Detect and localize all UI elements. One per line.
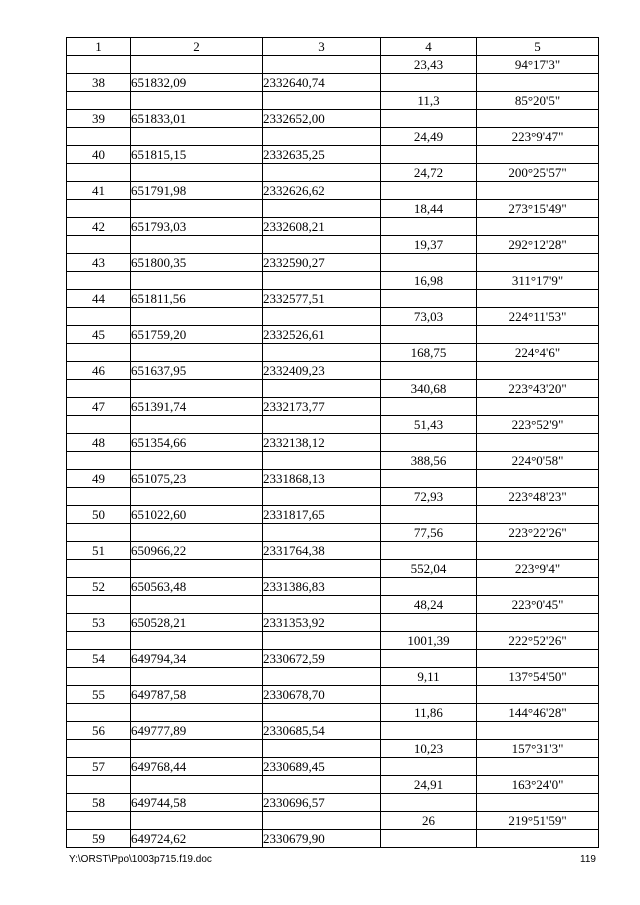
distance-cell (381, 578, 477, 596)
table-row (67, 416, 599, 434)
y-coordinate-cell (263, 776, 381, 794)
bearing-cell: 224°0'58" (477, 452, 599, 470)
table-row (67, 650, 599, 668)
distance-cell (381, 146, 477, 164)
distance-cell (381, 290, 477, 308)
point-number-cell (67, 128, 131, 146)
table-row (67, 722, 599, 740)
table-row (67, 506, 599, 524)
bearing-cell (477, 650, 599, 668)
bearing-cell (477, 146, 599, 164)
bearing-cell: 273°15'49" (477, 200, 599, 218)
distance-cell: 340,68 (381, 380, 477, 398)
distance-cell (381, 830, 477, 848)
point-number-cell: 49 (67, 470, 131, 488)
bearing-cell: 311°17'9" (477, 272, 599, 290)
x-coordinate-cell (131, 452, 263, 470)
bearing-cell (477, 182, 599, 200)
y-coordinate-cell (263, 344, 381, 362)
y-coordinate-cell (263, 380, 381, 398)
x-coordinate-cell (131, 524, 263, 542)
y-coordinate-cell (263, 812, 381, 830)
distance-cell: 388,56 (381, 452, 477, 470)
distance-cell (381, 650, 477, 668)
point-number-cell: 40 (67, 146, 131, 164)
y-coordinate-cell: 2330672,59 (263, 650, 381, 668)
x-coordinate-cell (131, 596, 263, 614)
y-coordinate-cell (263, 308, 381, 326)
point-number-cell (67, 704, 131, 722)
distance-cell: 19,37 (381, 236, 477, 254)
column-header: 1 (67, 38, 131, 56)
point-number-cell (67, 488, 131, 506)
x-coordinate-cell (131, 776, 263, 794)
table-row (67, 380, 599, 398)
table-row (67, 362, 599, 380)
x-coordinate-cell: 649724,62 (131, 830, 263, 848)
bearing-cell (477, 830, 599, 848)
y-coordinate-cell (263, 164, 381, 182)
distance-cell (381, 74, 477, 92)
bearing-cell: 163°24'0" (477, 776, 599, 794)
point-number-cell: 45 (67, 326, 131, 344)
bearing-cell: 223°48'23" (477, 488, 599, 506)
y-coordinate-cell (263, 416, 381, 434)
table-row (67, 794, 599, 812)
table-row (67, 542, 599, 560)
distance-cell (381, 398, 477, 416)
distance-cell: 77,56 (381, 524, 477, 542)
table-row (67, 686, 599, 704)
bearing-cell (477, 362, 599, 380)
bearing-cell (477, 218, 599, 236)
x-coordinate-cell (131, 236, 263, 254)
bearing-cell (477, 506, 599, 524)
y-coordinate-cell: 2330678,70 (263, 686, 381, 704)
x-coordinate-cell: 649744,58 (131, 794, 263, 812)
table-row (67, 758, 599, 776)
bearing-cell: 200°25'57" (477, 164, 599, 182)
x-coordinate-cell: 651759,20 (131, 326, 263, 344)
y-coordinate-cell: 2332590,27 (263, 254, 381, 272)
point-number-cell: 59 (67, 830, 131, 848)
x-coordinate-cell: 651815,15 (131, 146, 263, 164)
point-number-cell (67, 740, 131, 758)
point-number-cell (67, 416, 131, 434)
bearing-cell (477, 470, 599, 488)
y-coordinate-cell: 2332409,23 (263, 362, 381, 380)
bearing-cell: 94°17'3" (477, 56, 599, 74)
bearing-cell (477, 74, 599, 92)
table-row (67, 218, 599, 236)
y-coordinate-cell: 2331868,13 (263, 470, 381, 488)
bearing-cell: 224°11'53" (477, 308, 599, 326)
x-coordinate-cell: 651637,95 (131, 362, 263, 380)
table-row (67, 326, 599, 344)
bearing-cell: 223°9'47" (477, 128, 599, 146)
y-coordinate-cell: 2330696,57 (263, 794, 381, 812)
x-coordinate-cell: 651811,56 (131, 290, 263, 308)
table-row (67, 128, 599, 146)
table-row (67, 110, 599, 128)
point-number-cell (67, 380, 131, 398)
bearing-cell: 223°22'26" (477, 524, 599, 542)
x-coordinate-cell (131, 560, 263, 578)
bearing-cell: 85°20'5" (477, 92, 599, 110)
distance-cell: 48,24 (381, 596, 477, 614)
y-coordinate-cell: 2331386,83 (263, 578, 381, 596)
distance-cell (381, 614, 477, 632)
x-coordinate-cell: 650563,48 (131, 578, 263, 596)
x-coordinate-cell: 651833,01 (131, 110, 263, 128)
x-coordinate-cell (131, 416, 263, 434)
point-number-cell: 53 (67, 614, 131, 632)
point-number-cell (67, 200, 131, 218)
point-number-cell (67, 164, 131, 182)
distance-cell: 24,91 (381, 776, 477, 794)
y-coordinate-cell: 2332173,77 (263, 398, 381, 416)
distance-cell (381, 506, 477, 524)
table-row (67, 614, 599, 632)
x-coordinate-cell (131, 812, 263, 830)
point-number-cell: 47 (67, 398, 131, 416)
distance-cell: 23,43 (381, 56, 477, 74)
footer-page-number: 119 (580, 854, 596, 865)
distance-cell: 26 (381, 812, 477, 830)
x-coordinate-cell: 650966,22 (131, 542, 263, 560)
point-number-cell (67, 308, 131, 326)
table-row (67, 344, 599, 362)
distance-cell (381, 362, 477, 380)
column-header: 4 (381, 38, 477, 56)
x-coordinate-cell (131, 740, 263, 758)
bearing-cell (477, 578, 599, 596)
point-number-cell (67, 524, 131, 542)
x-coordinate-cell (131, 92, 263, 110)
distance-cell: 18,44 (381, 200, 477, 218)
x-coordinate-cell (131, 164, 263, 182)
bearing-cell (477, 758, 599, 776)
point-number-cell (67, 56, 131, 74)
distance-cell (381, 542, 477, 560)
x-coordinate-cell (131, 632, 263, 650)
x-coordinate-cell: 651793,03 (131, 218, 263, 236)
point-number-cell: 48 (67, 434, 131, 452)
x-coordinate-cell (131, 344, 263, 362)
coordinates-table (66, 37, 599, 848)
y-coordinate-cell (263, 524, 381, 542)
footer-file-path: Y:\ORST\Ppo\1003p715.f19.doc (69, 854, 212, 865)
y-coordinate-cell: 2332577,51 (263, 290, 381, 308)
distance-cell: 24,72 (381, 164, 477, 182)
bearing-cell: 144°46'28" (477, 704, 599, 722)
x-coordinate-cell (131, 380, 263, 398)
bearing-cell (477, 722, 599, 740)
table-row (67, 290, 599, 308)
table-row (67, 704, 599, 722)
y-coordinate-cell: 2332640,74 (263, 74, 381, 92)
table-row (67, 560, 599, 578)
distance-cell (381, 182, 477, 200)
y-coordinate-cell (263, 668, 381, 686)
point-number-cell (67, 812, 131, 830)
point-number-cell: 46 (67, 362, 131, 380)
table-row (67, 524, 599, 542)
y-coordinate-cell: 2330685,54 (263, 722, 381, 740)
bearing-cell: 223°52'9" (477, 416, 599, 434)
x-coordinate-cell: 651354,66 (131, 434, 263, 452)
x-coordinate-cell (131, 200, 263, 218)
bearing-cell (477, 614, 599, 632)
y-coordinate-cell: 2331817,65 (263, 506, 381, 524)
table-row (67, 398, 599, 416)
distance-cell: 73,03 (381, 308, 477, 326)
distance-cell (381, 470, 477, 488)
x-coordinate-cell: 651391,74 (131, 398, 263, 416)
x-coordinate-cell: 649777,89 (131, 722, 263, 740)
y-coordinate-cell: 2332635,25 (263, 146, 381, 164)
y-coordinate-cell (263, 56, 381, 74)
y-coordinate-cell (263, 596, 381, 614)
table-row (67, 668, 599, 686)
x-coordinate-cell: 651832,09 (131, 74, 263, 92)
distance-cell (381, 218, 477, 236)
distance-cell: 24,49 (381, 128, 477, 146)
distance-cell (381, 758, 477, 776)
y-coordinate-cell (263, 488, 381, 506)
y-coordinate-cell (263, 200, 381, 218)
point-number-cell (67, 236, 131, 254)
distance-cell (381, 686, 477, 704)
bearing-cell (477, 434, 599, 452)
x-coordinate-cell (131, 128, 263, 146)
x-coordinate-cell: 649768,44 (131, 758, 263, 776)
table-row (67, 308, 599, 326)
table-row (67, 164, 599, 182)
bearing-cell (477, 686, 599, 704)
bearing-cell: 219°51'59" (477, 812, 599, 830)
distance-cell (381, 254, 477, 272)
point-number-cell: 43 (67, 254, 131, 272)
x-coordinate-cell (131, 56, 263, 74)
y-coordinate-cell (263, 92, 381, 110)
point-number-cell: 39 (67, 110, 131, 128)
table-row (67, 632, 599, 650)
point-number-cell: 41 (67, 182, 131, 200)
y-coordinate-cell (263, 128, 381, 146)
table-row (67, 578, 599, 596)
y-coordinate-cell (263, 272, 381, 290)
point-number-cell: 44 (67, 290, 131, 308)
column-header: 2 (131, 38, 263, 56)
y-coordinate-cell (263, 560, 381, 578)
x-coordinate-cell (131, 272, 263, 290)
table-row (67, 452, 599, 470)
bearing-cell: 292°12'28" (477, 236, 599, 254)
y-coordinate-cell (263, 632, 381, 650)
bearing-cell (477, 326, 599, 344)
y-coordinate-cell (263, 740, 381, 758)
point-number-cell: 58 (67, 794, 131, 812)
table-row (67, 776, 599, 794)
table-row (67, 596, 599, 614)
point-number-cell (67, 776, 131, 794)
x-coordinate-cell (131, 668, 263, 686)
bearing-cell (477, 254, 599, 272)
point-number-cell: 38 (67, 74, 131, 92)
x-coordinate-cell: 651791,98 (131, 182, 263, 200)
table-header-row (67, 38, 599, 56)
bearing-cell: 157°31'3" (477, 740, 599, 758)
y-coordinate-cell: 2332608,21 (263, 218, 381, 236)
point-number-cell (67, 272, 131, 290)
y-coordinate-cell: 2332526,61 (263, 326, 381, 344)
x-coordinate-cell: 650528,21 (131, 614, 263, 632)
table-row (67, 740, 599, 758)
bearing-cell: 222°52'26" (477, 632, 599, 650)
point-number-cell: 54 (67, 650, 131, 668)
distance-cell: 72,93 (381, 488, 477, 506)
column-header: 3 (263, 38, 381, 56)
point-number-cell (67, 596, 131, 614)
distance-cell: 168,75 (381, 344, 477, 362)
distance-cell (381, 110, 477, 128)
x-coordinate-cell (131, 308, 263, 326)
table-row (67, 74, 599, 92)
x-coordinate-cell: 649787,58 (131, 686, 263, 704)
bearing-cell (477, 110, 599, 128)
bearing-cell (477, 398, 599, 416)
table-row (67, 272, 599, 290)
distance-cell: 51,43 (381, 416, 477, 434)
table-row (67, 254, 599, 272)
y-coordinate-cell: 2330679,90 (263, 830, 381, 848)
point-number-cell: 51 (67, 542, 131, 560)
point-number-cell (67, 92, 131, 110)
table-row (67, 470, 599, 488)
point-number-cell: 50 (67, 506, 131, 524)
x-coordinate-cell (131, 704, 263, 722)
table-row (67, 434, 599, 452)
y-coordinate-cell: 2332138,12 (263, 434, 381, 452)
point-number-cell (67, 344, 131, 362)
y-coordinate-cell (263, 704, 381, 722)
bearing-cell: 223°0'45" (477, 596, 599, 614)
point-number-cell (67, 560, 131, 578)
y-coordinate-cell: 2331353,92 (263, 614, 381, 632)
distance-cell: 11,3 (381, 92, 477, 110)
table-row (67, 146, 599, 164)
table-row (67, 812, 599, 830)
point-number-cell: 55 (67, 686, 131, 704)
bearing-cell: 223°43'20" (477, 380, 599, 398)
bearing-cell: 224°4'6" (477, 344, 599, 362)
x-coordinate-cell: 651022,60 (131, 506, 263, 524)
y-coordinate-cell: 2330689,45 (263, 758, 381, 776)
table-row (67, 182, 599, 200)
distance-cell: 16,98 (381, 272, 477, 290)
x-coordinate-cell: 651800,35 (131, 254, 263, 272)
distance-cell: 1001,39 (381, 632, 477, 650)
point-number-cell: 52 (67, 578, 131, 596)
table-row (67, 488, 599, 506)
distance-cell: 11,86 (381, 704, 477, 722)
point-number-cell (67, 668, 131, 686)
bearing-cell (477, 542, 599, 560)
point-number-cell: 42 (67, 218, 131, 236)
point-number-cell (67, 632, 131, 650)
y-coordinate-cell: 2331764,38 (263, 542, 381, 560)
point-number-cell (67, 452, 131, 470)
column-header: 5 (477, 38, 599, 56)
bearing-cell: 137°54'50" (477, 668, 599, 686)
table-row (67, 200, 599, 218)
distance-cell: 552,04 (381, 560, 477, 578)
x-coordinate-cell: 651075,23 (131, 470, 263, 488)
table-row (67, 236, 599, 254)
distance-cell: 10,23 (381, 740, 477, 758)
distance-cell (381, 722, 477, 740)
bearing-cell (477, 794, 599, 812)
table-row (67, 56, 599, 74)
y-coordinate-cell: 2332652,00 (263, 110, 381, 128)
point-number-cell: 56 (67, 722, 131, 740)
bearing-cell: 223°9'4" (477, 560, 599, 578)
distance-cell (381, 794, 477, 812)
table-row (67, 92, 599, 110)
point-number-cell: 57 (67, 758, 131, 776)
table-row (67, 830, 599, 848)
distance-cell (381, 326, 477, 344)
distance-cell (381, 434, 477, 452)
x-coordinate-cell: 649794,34 (131, 650, 263, 668)
table-body (67, 56, 599, 848)
bearing-cell (477, 290, 599, 308)
y-coordinate-cell (263, 452, 381, 470)
x-coordinate-cell (131, 488, 263, 506)
y-coordinate-cell (263, 236, 381, 254)
y-coordinate-cell: 2332626,62 (263, 182, 381, 200)
distance-cell: 9,11 (381, 668, 477, 686)
